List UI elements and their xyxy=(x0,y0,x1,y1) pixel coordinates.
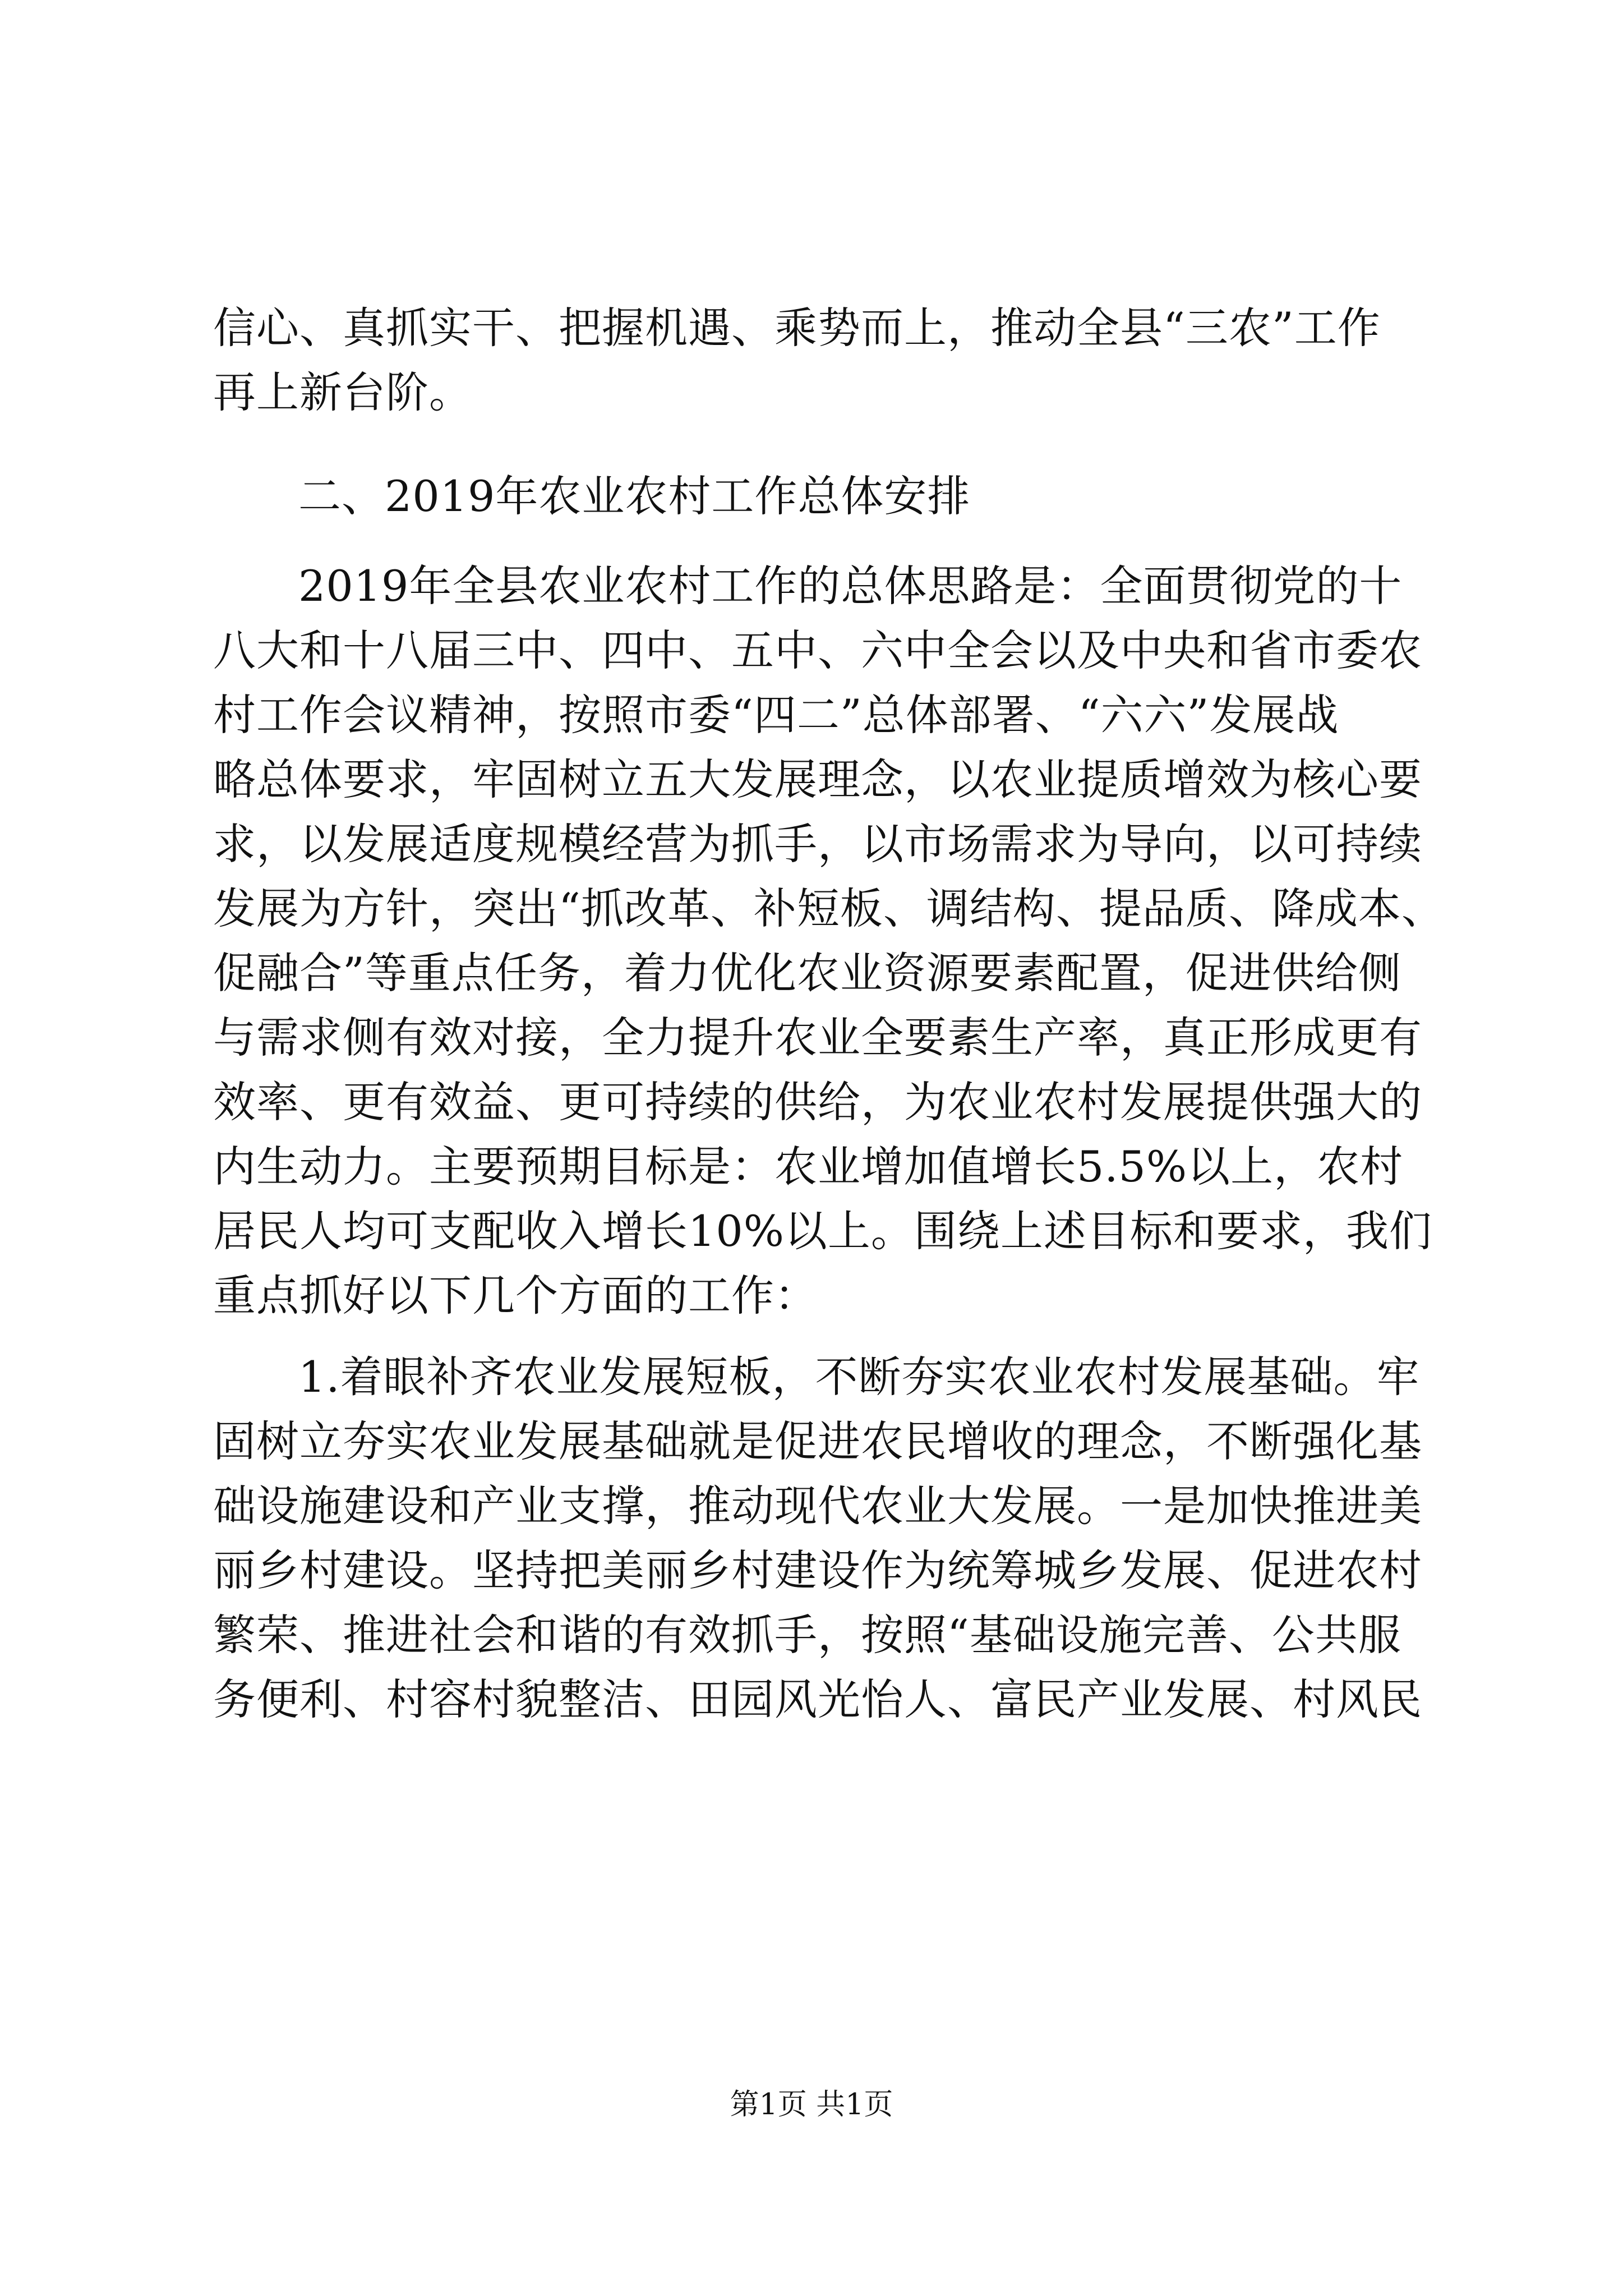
text-line: 八大和十八届三中、四中、五中、六中全会以及中央和省市委农 xyxy=(213,625,1422,675)
text-line: 内生动力。主要预期目标是：农业增加值增长5.5%以上，农村 xyxy=(213,1142,1404,1191)
text-line: 信心、真抓实干、把握机遇、乘势而上，推动全县“三农”工作 xyxy=(213,303,1381,353)
text-line: 础设施建设和产业支撑，推动现代农业大发展。一是加快推进美 xyxy=(213,1481,1422,1531)
text-line: 再上新台阶。 xyxy=(213,367,472,417)
text-line: 促融合”等重点任务，着力优化农业资源要素配置，促进供给侧 xyxy=(213,948,1401,998)
text-line: 固树立夯实农业发展基础就是促进农民增收的理念，不断强化基 xyxy=(213,1416,1422,1466)
text-line: 务便利、村容村貌整洁、田园风光怡人、富民产业发展、村风民 xyxy=(213,1674,1422,1724)
page-number-footer: 第1页 共1页 xyxy=(730,2088,893,2122)
text-line: 繁荣、推进社会和谐的有效抓手，按照“基础设施完善、公共服 xyxy=(213,1610,1401,1660)
text-line: 1.着眼补齐农业发展短板，不断夯实农业农村发展基础。牢 xyxy=(298,1352,1420,1402)
text-line: 略总体要求，牢固树立五大发展理念，以农业提质增效为核心要 xyxy=(213,754,1422,804)
text-line: 与需求侧有效对接，全力提升农业全要素生产率，真正形成更有 xyxy=(213,1013,1422,1062)
text-line: 重点抓好以下几个方面的工作： xyxy=(213,1271,818,1320)
text-line: 2019年全县农业农村工作的总体思路是：全面贯彻党的十 xyxy=(298,561,1403,611)
text-line: 丽乡村建设。坚持把美丽乡村建设作为统筹城乡发展、促进农村 xyxy=(213,1545,1422,1595)
text-line: 效率、更有效益、更可持续的供给，为农业农村发展提供强大的 xyxy=(213,1077,1422,1127)
section-heading: 二、2019年农业农村工作总体安排 xyxy=(298,471,971,521)
text-line: 居民人均可支配收入增长10%以上。围绕上述目标和要求，我们 xyxy=(213,1206,1432,1256)
text-line: 求，以发展适度规模经营为抓手，以市场需求为导向，以可持续 xyxy=(213,819,1422,869)
text-line: 发展为方针，突出“抓改革、补短板、调结构、提品质、降成本、 xyxy=(213,884,1445,933)
text-line: 村工作会议精神，按照市委“四二”总体部署、“六六”发展战 xyxy=(213,690,1339,740)
